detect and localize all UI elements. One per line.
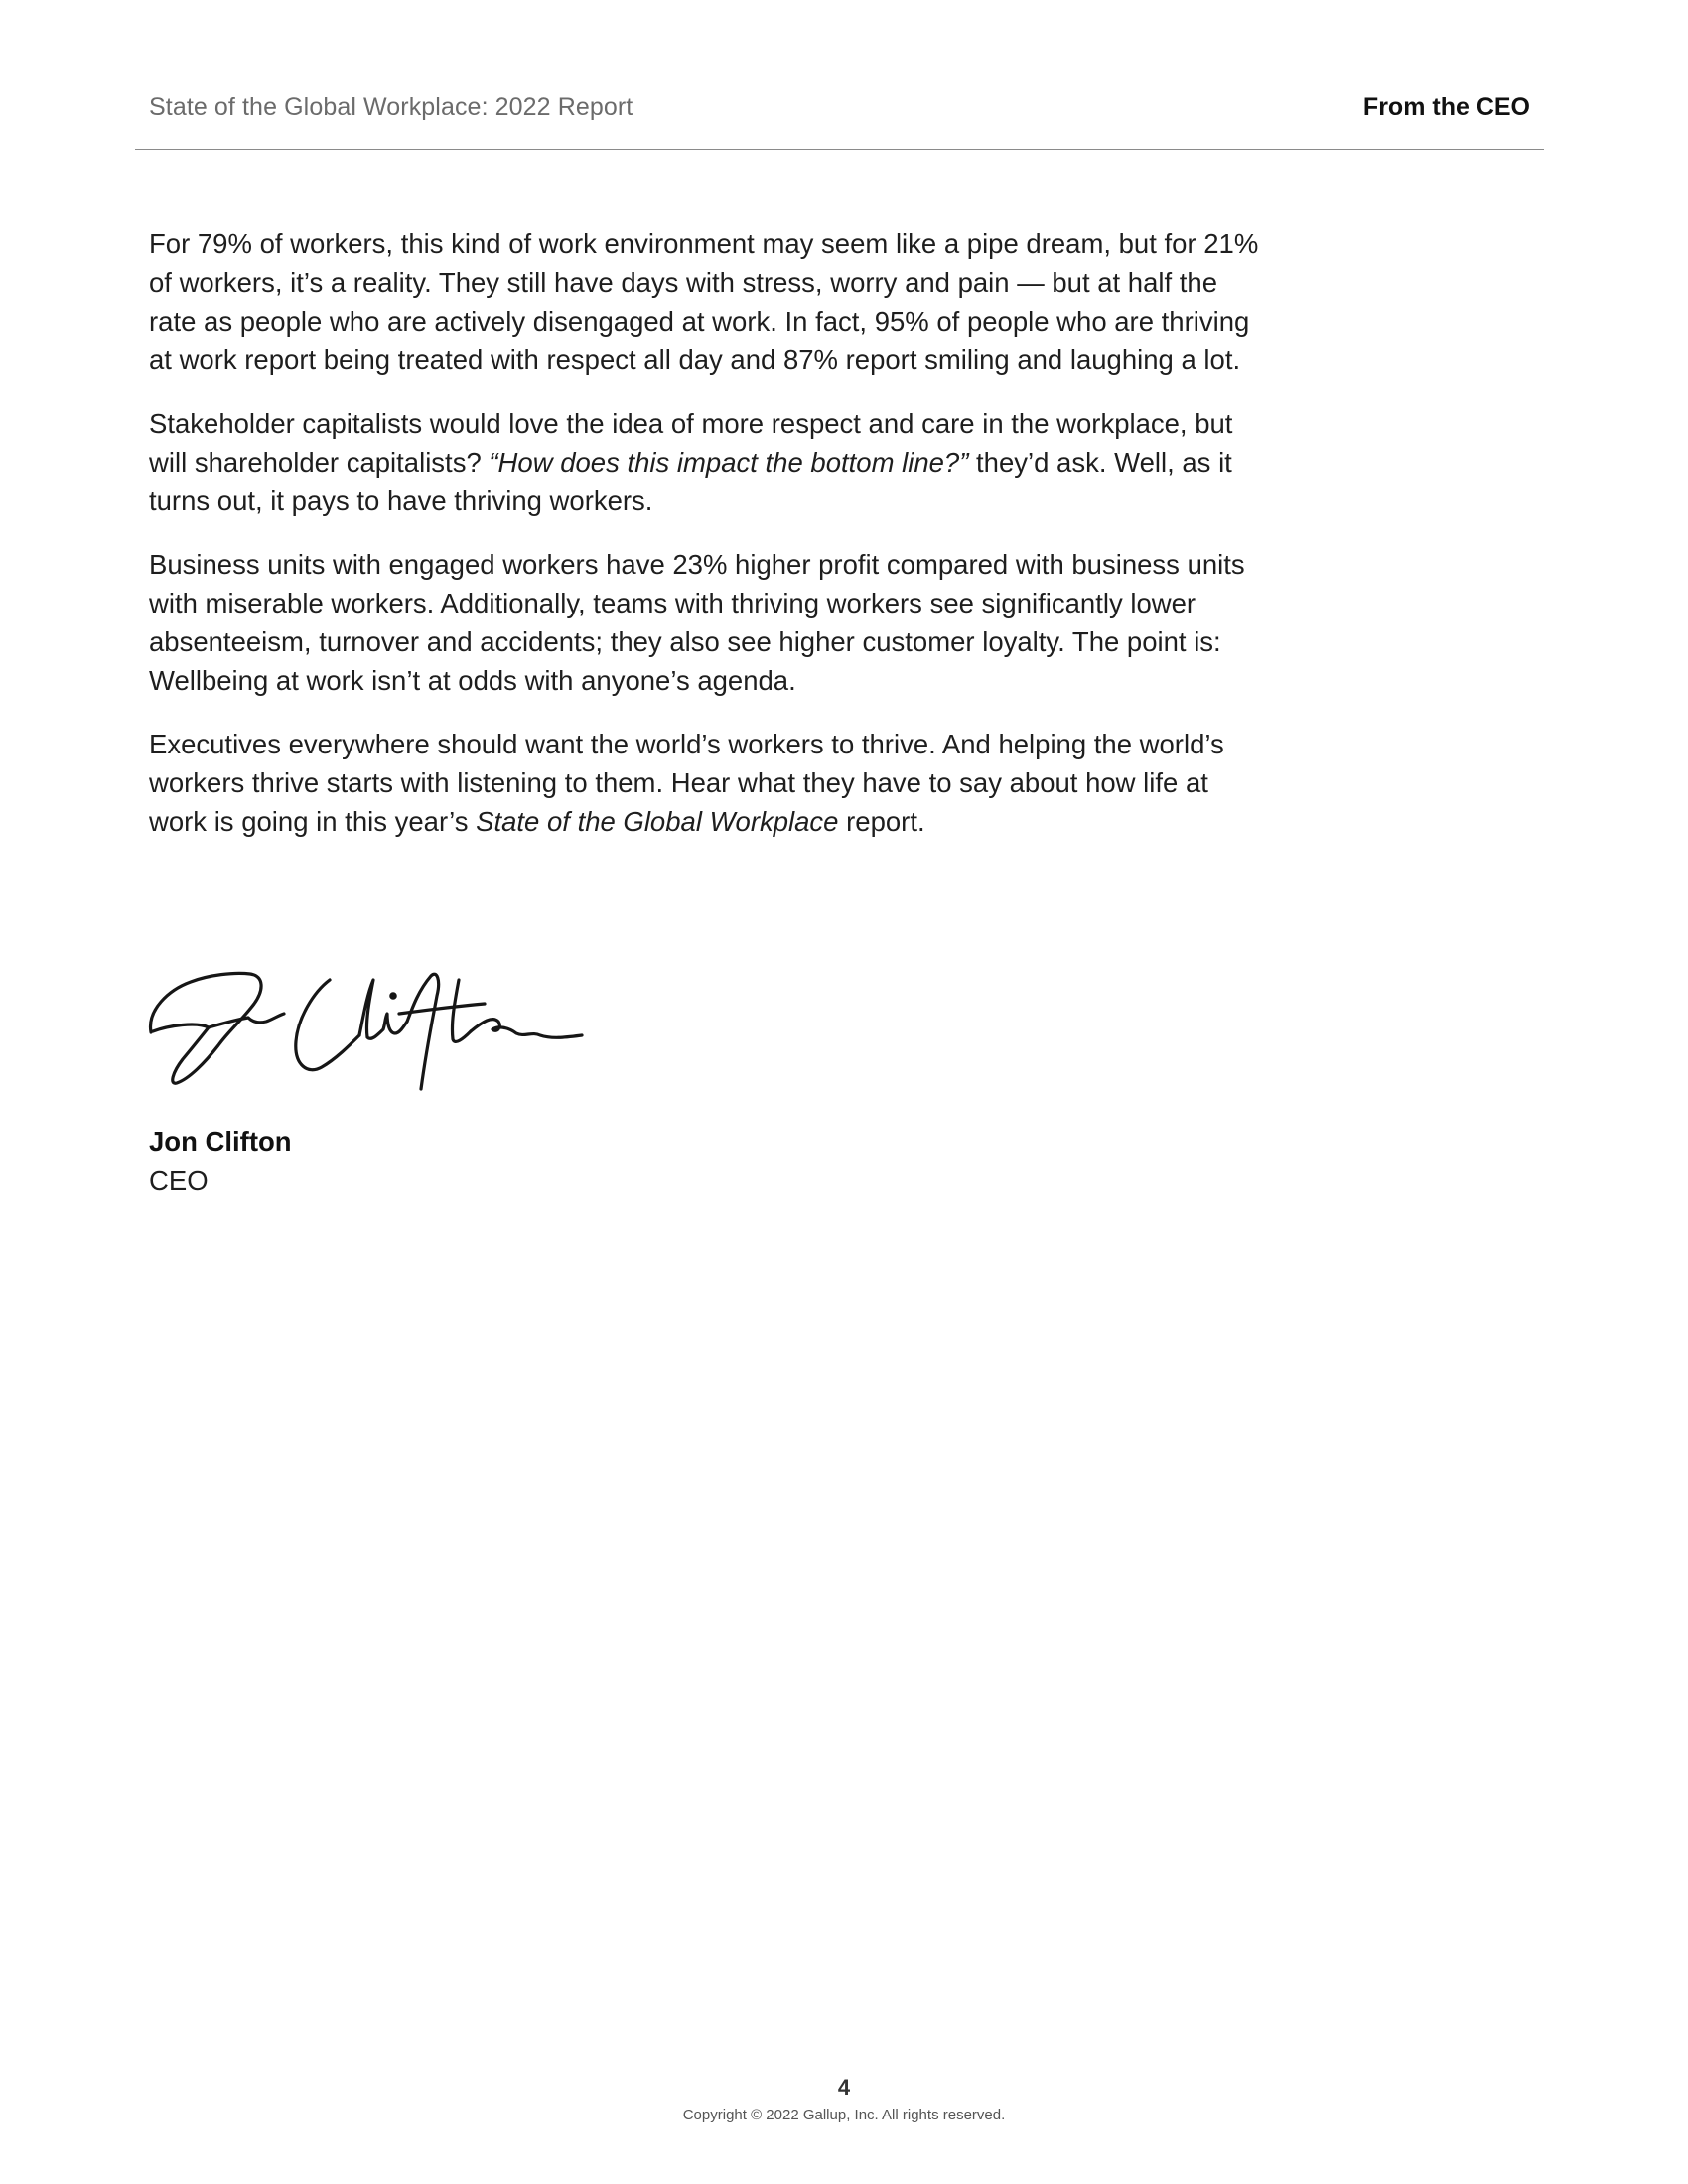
paragraph-4-report-title: State of the Global Workplace xyxy=(476,806,839,837)
paragraph-2-quote: “How does this impact the bottom line?” xyxy=(489,447,969,478)
paragraph-2-text-a: Stakeholder capitalists would love the idea of more respect and care in the workplace, but will shareholder capitalists? xyxy=(149,408,1233,478)
paragraph-4-text-b: report. xyxy=(838,806,925,837)
paragraph-2 xyxy=(149,404,1261,520)
paragraph-3: Business units with engaged workers have 23% higher profit compared with business units with miserable workers. Additionally, teams with thriving workers see significantly lower absenteeism, turnover and accidents; they also see higher customer loyalty. The point is: Wellbeing at work isn’t at odds with anyone’s agenda. xyxy=(149,549,1245,696)
page-number: 4 xyxy=(837,2075,851,2100)
copyright-notice: Copyright © 2022 Gallup, Inc. All rights reserved. xyxy=(682,2107,1006,2123)
letter-body xyxy=(149,224,1261,866)
paragraph-1: For 79% of workers, this kind of work environment may seem like a pipe dream, but for 21% of workers, it’s a reality. They still have days with stress, worry and pain — but at half the rate as people who are actively disengaged at work. In fact, 95% of people who are thriving at work report being treated with respect all day and 87% report smiling and laughing a lot. xyxy=(149,228,1259,375)
paragraph-2-text-b: they’d ask. Well, as it turns out, it pays to have thriving workers. xyxy=(149,447,1232,516)
paragraph-4-text-a: Executives everywhere should want the world’s workers to thrive. And helping the world’s workers thrive starts with listening to them. Hear what they have to say about how life at work is going in this year’s xyxy=(149,729,1224,837)
paragraph-4 xyxy=(149,725,1261,841)
page-header xyxy=(135,87,1544,150)
section-title: From the CEO xyxy=(1362,93,1530,121)
signer-name: Jon Clifton xyxy=(149,1126,292,1157)
report-title: State of the Global Workplace: 2022 Report xyxy=(149,93,633,121)
handwritten-signature xyxy=(139,918,596,1097)
signer-title: CEO xyxy=(149,1165,209,1196)
